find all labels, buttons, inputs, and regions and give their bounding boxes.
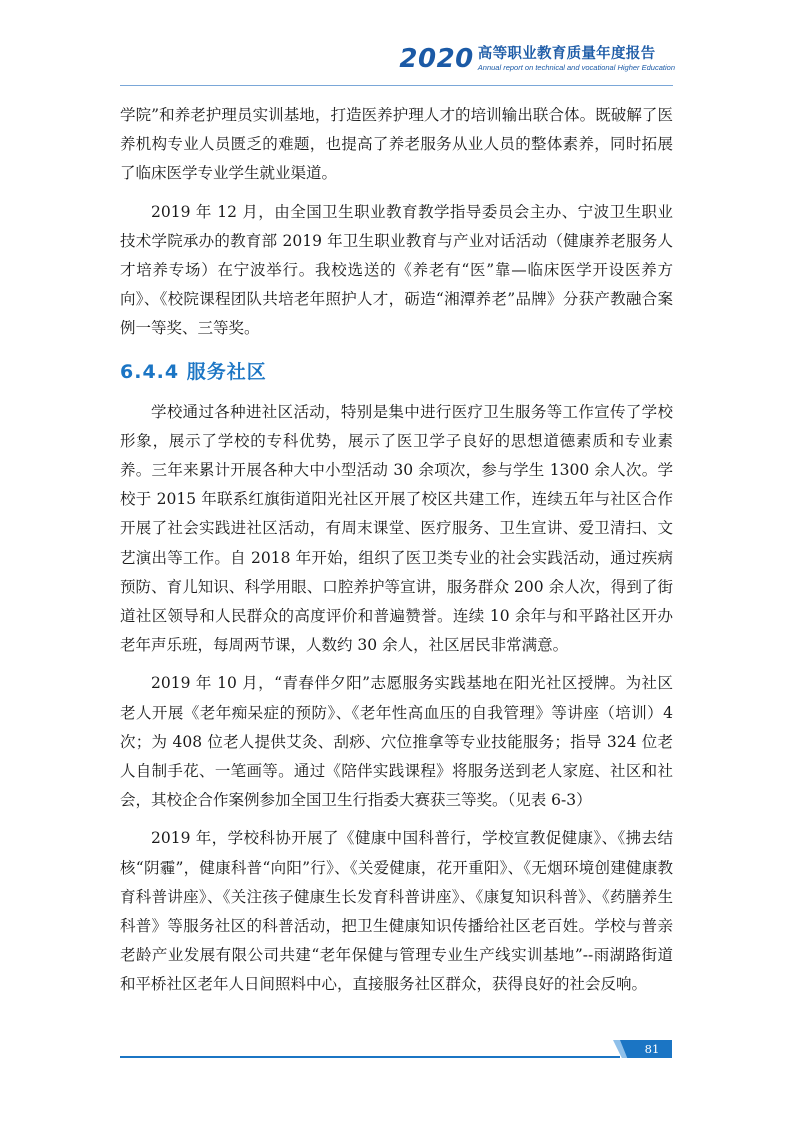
page-number: 81 xyxy=(644,1042,660,1056)
paragraph: 2019 年，学校科协开展了《健康中国科普行，学校宣教促健康》、《拂去结核“阴霾”，健康科普“向阳”行》、《关爱健康，花开重阳》、《无烟环境创建健康教育科普讲座》、《关注孩子健康生长发育科普讲座》、《康复知识科普》、《药膳养生科普》等服务社区的科普活动，把卫生健康知识传播给社区老百姓。学校与普亲老龄产业发展有限公司共建“老年保健与管理专业生产线实训基地”--雨湖路街道和平桥社区老年人日间照料中心，直接服务社区群众，获得良好的社会反响。 xyxy=(120,829,673,994)
paragraph: 2019 年 10 月，“青春伴夕阳”志愿服务实践基地在阳光社区授牌。为社区老人开展《老年痴呆症的预防》、《老年性高血压的自我管理》等讲座（培训）4 次；为 408 位老人提供艾灸、刮痧、穴位推拿等专业技能服务；指导 324 位老人自制手花、一笔画等。通过《陪伴实践课程》将服务送到老人家庭、社区和社会，其校企合作案例参加全国卫生行指委大赛获三等奖。（见表 6-3） xyxy=(120,674,673,810)
header-titles xyxy=(478,46,675,72)
paragraph: 学院”和养老护理员实训基地，打造医养护理人才的培训输出联合体。既破解了医养机构专业人员匮乏的难题，也提高了养老服务从业人员的整体素养，同时拓展了临床医学专业学生就业渠道。 xyxy=(120,106,673,183)
document-body xyxy=(120,101,673,1000)
header-year: 2020 xyxy=(399,44,474,74)
report-header xyxy=(399,46,675,72)
paragraph: 学校通过各种进社区活动，特别是集中进行医疗卫生服务等工作宣传了学校形象，展示了学校的专科优势，展示了医卫学子良好的思想道德素质和专业素养。三年来累计开展各种大中小型活动 30 余项次，参与学生 1300 余人次。学校于 2015 年联系红旗街道阳光社区开展了校区共建工作，连续五年与社区合作开展了社会实践进社区活动，有周末课堂、医疗服务、卫生宣讲、爱卫清扫、文艺演出等工作。自 2018 年开始，组织了医卫类专业的社会实践活动，通过疾病预防、育儿知识、科学用眼、口腔养护等宣讲，服务群众 200 余人次，得到了街道社区领导和人民群众的高度评价和普遍赞誉。连续 10 余年与和平路社区开办老年声乐班，每周两节课，人数约 30 余人，社区居民非常满意。 xyxy=(120,402,673,655)
header-divider xyxy=(120,85,673,86)
header-title-en: Annual report on technical and vocational Higher Education xyxy=(477,63,675,72)
section-heading: 6.4.4 服务社区 xyxy=(120,360,267,383)
paragraph: 2019 年 12 月，由全国卫生职业教育教学指导委员会主办、宁波卫生职业技术学院承办的教育部 2019 年卫生职业教育与产业对话活动（健康养老服务人才培养专场）在宁波举行。我校选送的《养老有“医”靠—临床医学开设医养方向》、《校院课程团队共培老年照护人才，砺造“湘潭养老”品牌》分获产教融合案例一等奖、三等奖。 xyxy=(120,202,673,338)
footer-divider xyxy=(120,1056,620,1058)
header-title-cn: 高等职业教育质量年度报告 xyxy=(477,46,656,62)
